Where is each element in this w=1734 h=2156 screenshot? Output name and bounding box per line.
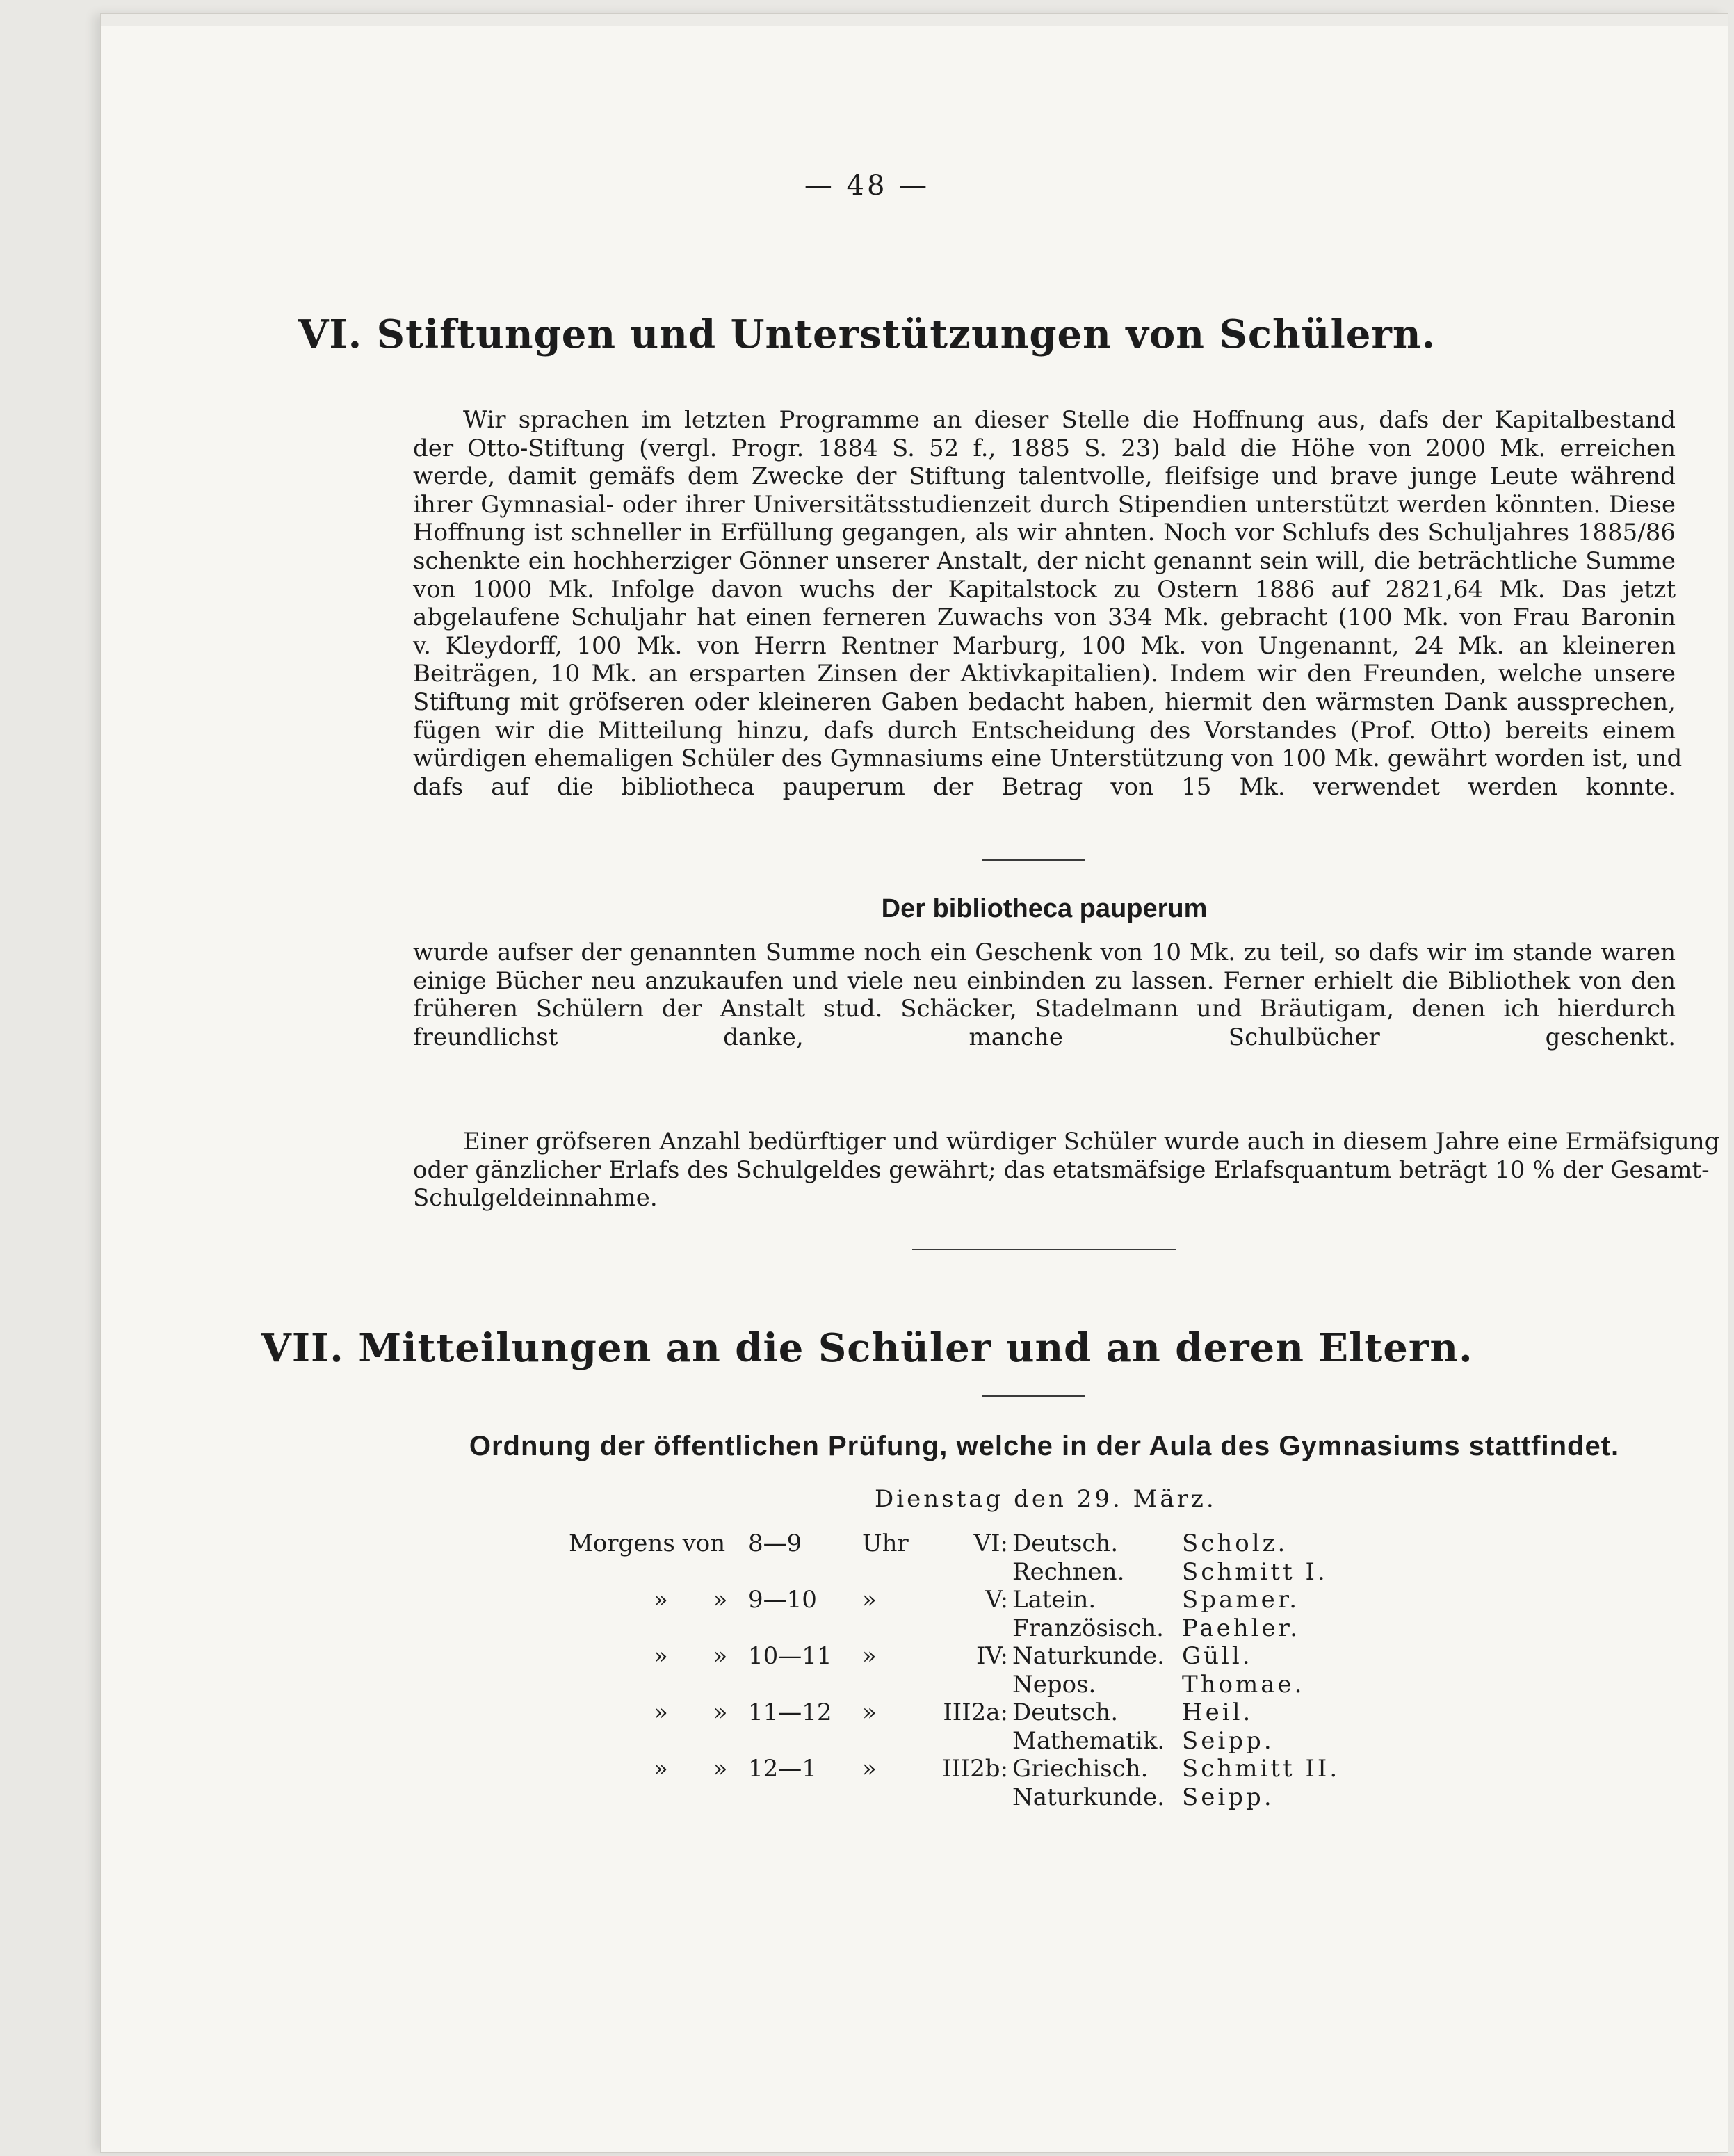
divider [982,1395,1085,1397]
schedule-lead: » » [654,1586,728,1614]
text-line: Einer gröfseren Anzahl bedürftiger und würdiger Schüler wurde auch in diesem Jahre eine Ermäfsigung [463,1128,1720,1156]
schedule-teacher: Seipp. [1182,1783,1274,1811]
text-line: von 1000 Mk. Infolge davon wuchs der Kapitalstock zu Ostern 1886 auf 2821,64 Mk. Das jetzt [413,575,1676,603]
schedule-teacher: Scholz. [1182,1530,1288,1557]
text-line: wurde aufser der genannten Summe noch ein Geschenk von 10 Mk. zu teil, so dafs wir im stande waren [413,939,1676,966]
text-line: würdigen ehemaligen Schüler des Gymnasiums eine Unterstützung von 100 Mk. gewährt worden ist, und [413,745,1683,773]
text-line: ihrer Gymnasial- oder ihrer Universitätsstudienzeit durch Stipendien unterstützt werden könnten. Diese [413,490,1676,519]
schedule-teacher: Schmitt II. [1182,1755,1340,1783]
bibliotheca-heading: Der bibliotheca pauperum [881,894,1208,923]
schedule-lead: » » [654,1699,728,1726]
text-line: werde, damit gemäfs dem Zwecke der Stiftung talentvolle, fleifsige und brave junge Leute während [413,462,1676,491]
text-line: fügen wir die Mitteilung hinzu, dafs durch Entscheidung des Vorstandes (Prof. Otto) bereits einem [413,716,1676,745]
schedule-unit: Uhr [862,1530,909,1557]
schedule-teacher: Thomae. [1182,1670,1305,1699]
section-7-heading: VII. Mitteilungen an die Schüler und an deren Eltern. [261,1325,1473,1371]
schedule-subject: Naturkunde. [1012,1642,1165,1670]
schedule-teacher: Paehler. [1182,1614,1300,1642]
schedule-subject: Deutsch. [1012,1530,1119,1557]
text-line: Stiftung mit gröfseren oder kleineren Gaben bedacht haben, hiermit den wärmsten Dank aussprechen, [413,688,1676,716]
text-line: v. Kleydorff, 100 Mk. von Herrn Rentner Marburg, 100 Mk. von Ungenannt, 24 Mk. an kleineren [413,631,1676,660]
schedule-lead: » » [654,1755,728,1783]
schedule-subject: Deutsch. [1012,1699,1119,1726]
schedule-teacher: Seipp. [1182,1726,1274,1755]
schedule-subject: Griechisch. [1012,1755,1149,1783]
schedule-time: 11—12 [748,1699,832,1726]
schedule-subject: Rechnen. [1012,1557,1125,1586]
schedule-unit: » [862,1642,877,1670]
schedule-subject: Latein. [1012,1586,1096,1614]
schedule-teacher: Spamer. [1182,1586,1300,1614]
schedule-teacher: Heil. [1182,1699,1254,1726]
text-line: freundlichst danke, manche Schulbücher geschenkt. [413,1023,1676,1051]
schedule-lead: » » [654,1642,728,1670]
page-edge-shadow [101,14,1728,26]
school-fees-paragraph [413,1128,1720,1213]
section-6-heading: VI. Stiftungen und Unterstützungen von Schülern. [298,311,1436,357]
text-line: Schulgeldeinnahme. [413,1184,658,1213]
page-number: — 48 — [804,170,930,202]
text-line: abgelaufene Schuljahr hat einen ferneren Zuwachs von 334 Mk. gebracht (100 Mk. von Frau Baronin [413,603,1676,632]
text-line: oder gänzlicher Erlafs des Schulgeldes gewährt; das etatsmäfsige Erlafsquantum beträgt 10 % der Gesamt- [413,1156,1710,1184]
text-line: schenkte ein hochherziger Gönner unserer Anstalt, der nicht genannt sein will, die beträchtliche Summe [413,546,1676,575]
schedule-unit: » [862,1699,877,1726]
schedule-class: VI: [973,1530,1008,1557]
text-line: Wir sprachen im letzten Programme an dieser Stelle die Hoffnung aus, dafs der Kapitalbestand [463,406,1676,434]
divider [982,859,1085,861]
schedule-time: 9—10 [748,1586,817,1614]
text-line: der Otto-Stiftung (vergl. Progr. 1884 S. 52 f., 1885 S. 23) bald die Höhe von 2000 Mk. erreichen [413,434,1676,462]
text-line: einige Bücher neu anzukaufen und viele neu einbinden zu lassen. Ferner erhielt die Bibliothek von den [413,966,1676,995]
schedule-class: III2b: [941,1755,1008,1783]
text-line: Beiträgen, 10 Mk. an ersparten Zinsen der Aktivkapitalien). Indem wir den Freunden, welche unsere [413,660,1676,688]
schedule-class: V: [985,1586,1008,1614]
text-line: dafs auf die bibliotheca pauperum der Betrag von 15 Mk. verwendet werden konnte. [413,772,1676,801]
bibliotheca-paragraph [413,939,1676,1051]
schedule-unit: » [862,1586,877,1614]
schedule-subject: Mathematik. [1012,1726,1165,1755]
schedule-unit: » [862,1755,877,1783]
text-line: früheren Schülern der Anstalt stud. Schäcker, Stadelmann und Bräutigam, denen ich hierdurch [413,995,1676,1023]
examination-order-heading: Ordnung der öffentlichen Prüfung, welche in der Aula des Gymnasiums stattfindet. [469,1431,1620,1461]
otto-stiftung-paragraph [413,406,1683,801]
examination-date: Dienstag den 29. März. [875,1485,1217,1513]
schedule-time: 10—11 [748,1642,832,1670]
schedule-lead: Morgens von [569,1530,726,1557]
schedule-class: III2a: [943,1699,1008,1726]
schedule-subject: Nepos. [1012,1670,1096,1699]
schedule-time: 12—1 [748,1755,817,1783]
schedule-subject: Naturkunde. [1012,1783,1165,1811]
schedule-teacher: Güll. [1182,1642,1253,1670]
schedule-time: 8—9 [748,1530,802,1557]
divider [912,1249,1176,1250]
text-line: Hoffnung ist schneller in Erfüllung gegangen, als wir ahnten. Noch vor Schlufs des Schuljahres 1885/86 [413,519,1676,547]
schedule-class: IV: [975,1642,1008,1670]
schedule-subject: Französisch. [1012,1614,1164,1642]
schedule-teacher: Schmitt I. [1182,1557,1328,1586]
